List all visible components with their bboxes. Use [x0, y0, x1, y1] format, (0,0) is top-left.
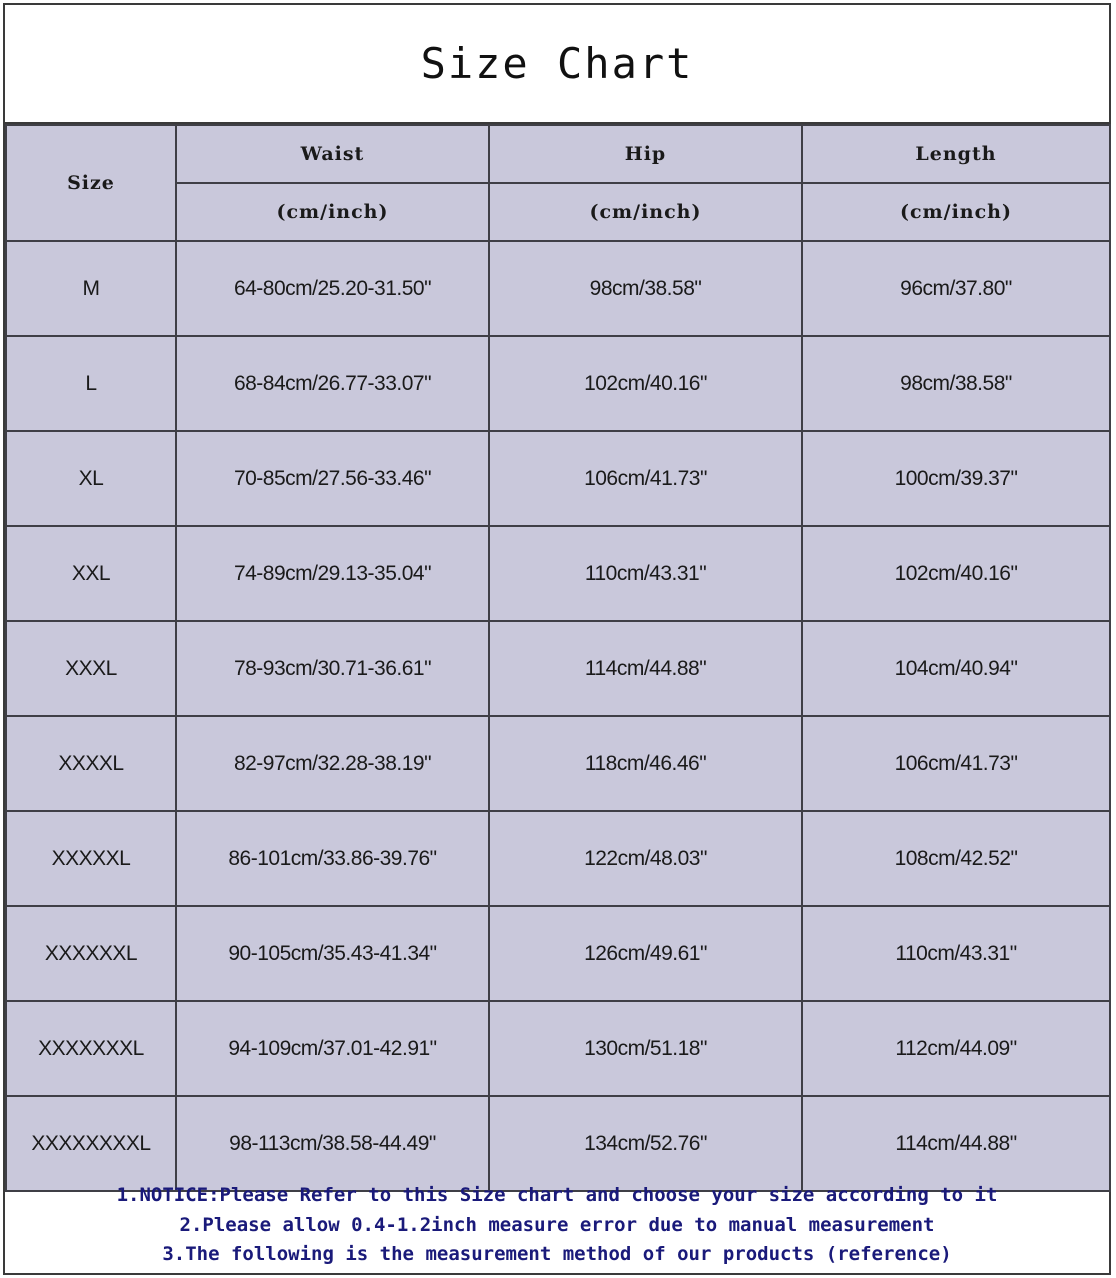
- table-row: [6, 621, 1110, 716]
- length-cell: 96cm/37.80": [802, 241, 1110, 336]
- length-cell: 108cm/42.52": [802, 811, 1110, 906]
- table-row: [6, 906, 1110, 1001]
- length-cell: 112cm/44.09": [802, 1001, 1110, 1096]
- size-cell: XXXXL: [6, 716, 176, 811]
- hip-cell: 114cm/44.88": [489, 621, 802, 716]
- table-row: [6, 431, 1110, 526]
- waist-cell: 70-85cm/27.56-33.46": [176, 431, 489, 526]
- waist-cell: 86-101cm/33.86-39.76": [176, 811, 489, 906]
- note-line: 1.NOTICE:Please Refer to this Size chart and choose your size according to it: [116, 1184, 998, 1206]
- header-waist: Waist: [176, 125, 489, 183]
- waist-cell: 90-105cm/35.43-41.34": [176, 906, 489, 1001]
- table-row: [6, 811, 1110, 906]
- size-cell: M: [6, 241, 176, 336]
- hip-cell: 134cm/52.76": [489, 1096, 802, 1191]
- size-cell: XL: [6, 431, 176, 526]
- header-hip: Hip: [489, 125, 802, 183]
- waist-cell: 64-80cm/25.20-31.50": [176, 241, 489, 336]
- table-row: [6, 716, 1110, 811]
- notes-block: [5, 1181, 1109, 1273]
- hip-cell: 126cm/49.61": [489, 906, 802, 1001]
- size-cell: XXXXXL: [6, 811, 176, 906]
- table-row: [6, 1001, 1110, 1096]
- unit-length: (cm/inch): [802, 183, 1110, 241]
- size-cell: XXXXXXXXL: [6, 1096, 176, 1191]
- hip-cell: 122cm/48.03": [489, 811, 802, 906]
- waist-cell: 74-89cm/29.13-35.04": [176, 526, 489, 621]
- length-cell: 106cm/41.73": [802, 716, 1110, 811]
- table-row: [6, 1096, 1110, 1191]
- waist-cell: 78-93cm/30.71-36.61": [176, 621, 489, 716]
- header-row: [6, 125, 1110, 183]
- note-line: 2.Please allow 0.4-1.2inch measure error due to manual measurement: [179, 1213, 935, 1236]
- size-cell: L: [6, 336, 176, 431]
- length-cell: 102cm/40.16": [802, 526, 1110, 621]
- hip-cell: 118cm/46.46": [489, 716, 802, 811]
- size-cell: XXXXXXL: [6, 906, 176, 1001]
- page-title: Size Chart: [5, 5, 1109, 124]
- waist-cell: 98-113cm/38.58-44.49": [176, 1096, 489, 1191]
- header-length: Length: [802, 125, 1110, 183]
- waist-cell: 94-109cm/37.01-42.91": [176, 1001, 489, 1096]
- hip-cell: 130cm/51.18": [489, 1001, 802, 1096]
- unit-hip: (cm/inch): [489, 183, 802, 241]
- size-chart-frame: [3, 3, 1111, 1275]
- hip-cell: 110cm/43.31": [489, 526, 802, 621]
- table-row: [6, 241, 1110, 336]
- length-cell: 104cm/40.94": [802, 621, 1110, 716]
- length-cell: 98cm/38.58": [802, 336, 1110, 431]
- hip-cell: 106cm/41.73": [489, 431, 802, 526]
- size-table: [5, 124, 1111, 1192]
- length-cell: 100cm/39.37": [802, 431, 1110, 526]
- table-row: [6, 526, 1110, 621]
- waist-cell: 68-84cm/26.77-33.07": [176, 336, 489, 431]
- waist-cell: 82-97cm/32.28-38.19": [176, 716, 489, 811]
- length-cell: 114cm/44.88": [802, 1096, 1110, 1191]
- size-cell: XXXL: [6, 621, 176, 716]
- hip-cell: 98cm/38.58": [489, 241, 802, 336]
- unit-waist: (cm/inch): [176, 183, 489, 241]
- length-cell: 110cm/43.31": [802, 906, 1110, 1001]
- hip-cell: 102cm/40.16": [489, 336, 802, 431]
- table-row: [6, 336, 1110, 431]
- note-line: 3.The following is the measurement method of our products (reference): [162, 1243, 952, 1265]
- size-cell: XXL: [6, 526, 176, 621]
- header-size: Size: [6, 125, 176, 241]
- size-cell: XXXXXXXL: [6, 1001, 176, 1096]
